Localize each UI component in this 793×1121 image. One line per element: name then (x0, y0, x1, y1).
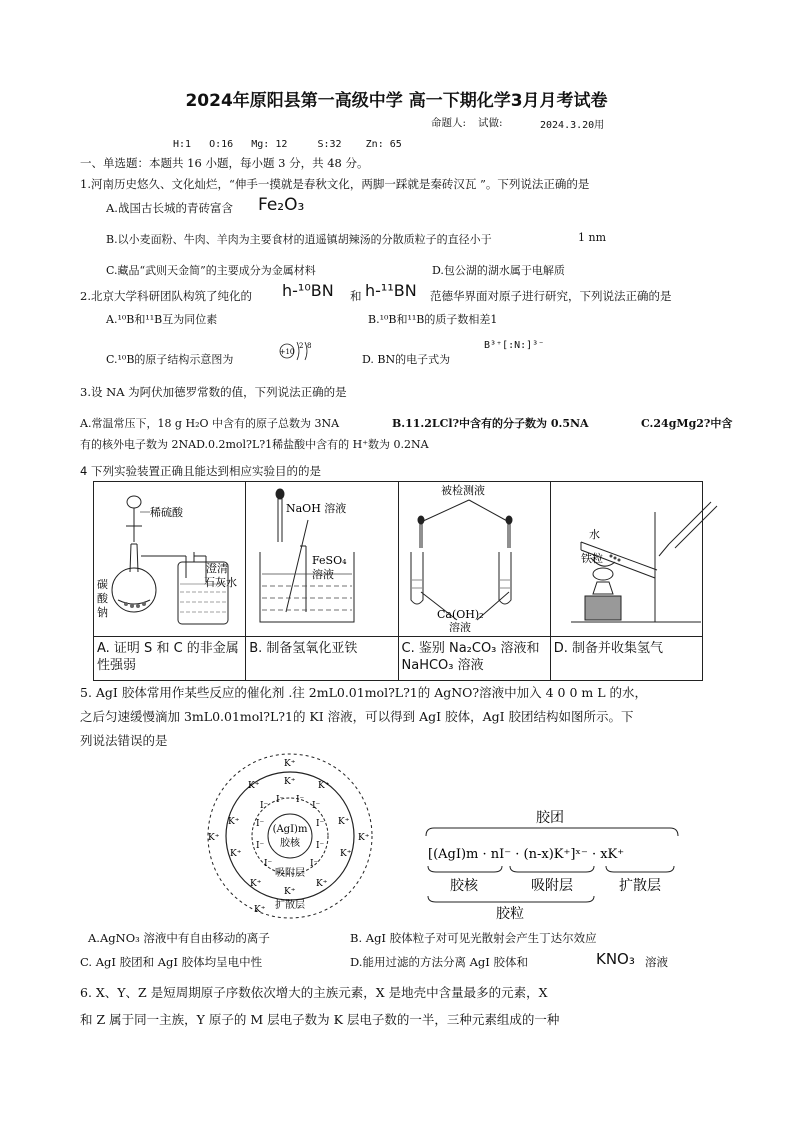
q1-option-a: A.战国古长城的青砖富含 (106, 201, 233, 215)
potassium-ion: K⁺ (338, 817, 350, 827)
q3-line1-c: C.24gMg2?中含 (641, 417, 733, 430)
q3-stem: 3.设 NA 为阿伏加德罗常数的值，下列说法正确的是 (80, 385, 347, 399)
adsorption-formula-label: 吸附层 (531, 878, 573, 894)
figure-d-apparatus (551, 482, 727, 632)
iodide-ion: I⁻ (264, 859, 273, 869)
potassium-ion: K⁺ (284, 887, 296, 897)
q4-stem: 4 下列实验装置正确且能达到相应实验目的的是 (80, 464, 321, 478)
iodide-ion: I⁻ (260, 801, 269, 811)
bn-electron-formula: B³⁺[:N:]³⁻ (484, 340, 545, 351)
colloid-particle-label: 胶粒 (496, 906, 524, 920)
q5-line1: 5. AgI 胶体常用作某些反应的催化剂 .往 2mL0.01mol?L?1的 AgNO?溶液中加入 4 0 0 m L 的水， (80, 685, 647, 700)
q5-option-d: D.能用过滤的方法分离 AgI 胶体和 (350, 955, 528, 969)
q2-option-d: D. BN的电子式为 (362, 353, 451, 366)
label-water: 水 (588, 528, 600, 541)
potassium-ion: K⁺ (248, 781, 260, 791)
q2-stem-b: 范德华界面对原子进行研究，下列说法正确的是 (430, 289, 672, 303)
iodide-ion: I⁻ (296, 795, 305, 805)
label-naoh-solution: NaOH 溶液 (286, 502, 347, 515)
iodide-ion: I⁻ (256, 819, 265, 829)
q1-option-d: D.包公湖的湖水属于电解质 (432, 264, 565, 277)
q2-option-c: C.¹⁰B的原子结构示意图为 (106, 353, 234, 366)
iodide-ion: I⁻ (310, 859, 319, 869)
label-dilute-sulfuric-acid: 稀硫酸 (150, 506, 183, 519)
label-limewater-1: 澄清 (206, 562, 228, 575)
q5-option-c: C. AgI 胶团和 AgI 胶体均呈电中性 (80, 955, 263, 969)
label-carbonate-3: 钠 (97, 606, 108, 619)
label-feso4: FeSO₄ (312, 554, 347, 567)
iodide-ion: I⁻ (256, 841, 265, 851)
iodide-ion: I⁻ (276, 795, 285, 805)
figure-c-apparatus (399, 482, 539, 632)
figure-d-cell (550, 482, 702, 637)
potassium-ion: K⁺ (250, 879, 262, 889)
q2-formula-1: h-¹⁰BN (282, 281, 334, 300)
nucleus-charge: +10 (279, 348, 295, 356)
label-carbonate-1: 碳 (97, 578, 108, 591)
q5-line2: 之后匀速缓慢滴加 3mL0.01mol?L?1的 KI 溶液，可以得到 AgI 胶体，AgI 胶团结构如图所示。下 (80, 709, 634, 724)
figure-a-apparatus (94, 482, 246, 632)
figure-b-cell (246, 482, 398, 637)
figure-b-apparatus (246, 482, 386, 632)
label-limewater-2: 石灰水 (204, 576, 237, 589)
figure-c-cell (398, 482, 550, 637)
caption-b: B. 制备氢氧化亚铁 (246, 637, 398, 681)
diffuse-layer-label: 扩散层 (275, 900, 305, 911)
q3-line2: 有的核外电子数为 2NAD.0.2mol?L?1稀盐酸中含有的 H⁺数为 0.2NA (80, 438, 429, 451)
potassium-ion: K⁺ (358, 833, 370, 843)
q5-d-formula: KNO₃ (596, 950, 635, 968)
q1-b-unit: 1 nm (578, 231, 607, 244)
q2-formula-2: h-¹¹BN (365, 281, 417, 300)
agi-micelle-formula-diagram (420, 802, 690, 920)
atomic-masses: H:1 O:16 Mg: 12 S:32 Zn: 65 (173, 139, 402, 150)
shell-1-electrons: 2 (299, 342, 304, 350)
page-title: 2024年原阳县第一高级中学 高一下期化学3月月考试卷 (185, 91, 608, 111)
iodide-ion: I⁻ (316, 841, 325, 851)
shell-2-electrons: 8 (307, 342, 312, 350)
figure-a-cell (94, 482, 246, 637)
potassium-ion: K⁺ (228, 817, 240, 827)
iodide-ion: I⁻ (312, 801, 321, 811)
author-label: 命题人: (431, 117, 467, 129)
potassium-ion: K⁺ (316, 879, 328, 889)
label-caoh2: Ca(OH)₂ (436, 608, 484, 621)
potassium-ion: K⁺ (318, 781, 330, 791)
q5-d-tail: 溶液 (645, 955, 668, 969)
potassium-ion: K⁺ (254, 905, 266, 915)
q2-stem-a: 2.北京大学科研团队构筑了纯化的 (80, 289, 252, 303)
potassium-ion: K⁺ (340, 849, 352, 859)
caption-d: D. 制备并收集氢气 (550, 637, 702, 681)
diffuse-formula-label: 扩散层 (619, 878, 661, 894)
q6-line2: 和 Z 属于同一主族，Y 原子的 M 层电子数为 K 层电子数的一半，三种元素组成的一种 (80, 1012, 560, 1027)
q2-option-b: B.¹⁰B和¹¹B的质子数相差1 (368, 313, 498, 326)
potassium-ion: K⁺ (284, 777, 296, 787)
q1-stem: 1.河南历史悠久、文化灿烂，“伸手一摸就是春秋文化，两脚一踩就是秦砖汉瓦 ”。下列说法正确的是 (80, 177, 590, 191)
q3-line1-a: A.常温常压下，18 g H₂O 中含有的原子总数为 3NA (80, 417, 340, 430)
q1-option-c: C.藏品“武则天金简”的主要成分为金属材料 (106, 264, 316, 277)
q5-line3: 列说法错误的是 (80, 733, 168, 748)
micelle-label: 胶团 (536, 810, 564, 826)
q6-line1: 6. X、Y、Z 是短周期原子序数依次增大的主族元素，X 是地壳中含量最多的元素，X (80, 985, 548, 1000)
agi-micelle-diagram (200, 752, 380, 922)
q3-line1-b: B.11.2LCl?中含有的分子数为 0.5NA (392, 417, 589, 430)
q2-stem-and: 和 (350, 289, 362, 303)
label-feso4-solution: 溶液 (312, 568, 335, 581)
micelle-formula: [(AgI)m · nI⁻ · (n-x)K⁺]ˣ⁻ · xK⁺ (428, 847, 625, 862)
core-formula-label: 胶核 (450, 878, 478, 894)
experiment-table (93, 481, 703, 681)
potassium-ion: K⁺ (284, 759, 296, 769)
section-heading: 一、单选题：本题共 16 小题，每小题 3 分，共 48 分。 (80, 156, 369, 170)
label-caoh2-solution: 溶液 (448, 621, 471, 632)
exam-date: 2024.3.20用 (540, 120, 605, 131)
q5-option-a: A.AgNO₃ 溶液中有自由移动的离子 (88, 931, 270, 945)
core-formula: (AgI)m (272, 824, 308, 835)
boron-atom-structure-diagram (275, 334, 325, 368)
q5-option-b: B. AgI 胶体粒子对可见光散射会产生丁达尔效应 (350, 931, 597, 945)
adsorption-layer-label: 吸附层 (275, 868, 305, 879)
label-iron-particles: 铁粒 (580, 552, 603, 565)
tester-label: 试做: (478, 117, 503, 129)
q1-a-formula: Fe₂O₃ (258, 195, 305, 215)
iodide-ion: I⁻ (316, 819, 325, 829)
potassium-ion: K⁺ (230, 849, 242, 859)
core-label: 胶核 (280, 838, 300, 849)
q1-option-b: B.以小麦面粉、牛肉、羊肉为主要食材的逍遥镇胡辣汤的分散质粒子的直径小于 (106, 233, 492, 246)
caption-c: C. 鉴别 Na₂CO₃ 溶液和 NaHCO₃ 溶液 (398, 637, 550, 681)
label-test-liquid: 被检测液 (440, 484, 485, 497)
label-carbonate-2: 酸 (97, 592, 108, 605)
caption-a: A. 证明 S 和 C 的非金属性强弱 (94, 637, 246, 681)
q2-option-a: A.¹⁰B和¹¹B互为同位素 (106, 313, 218, 326)
potassium-ion: K⁺ (208, 833, 220, 843)
